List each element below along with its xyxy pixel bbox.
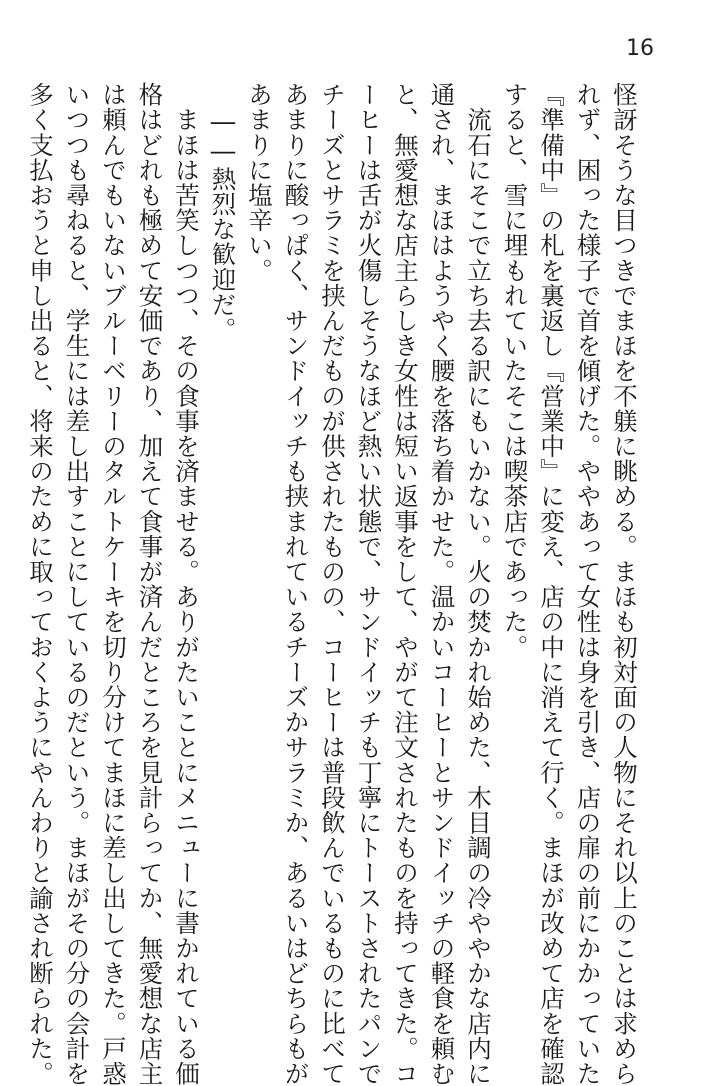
- text-line: 流石にそこで立ち去る訳にもいかない。火の焚かれ始めた、木目調の冷ややかな店内に: [464, 82, 493, 1086]
- text-line: 通され、まほはようやく腰を落ち着かせた。温かいコーヒーとサンドイッチの軽食を頼む: [427, 82, 457, 1086]
- text-line: と、無愛想な店主らしき女性は短い返事をして、やがて注文されたものを持ってきた。コ: [391, 82, 420, 1086]
- novel-text-body: [22, 82, 643, 1086]
- text-line: ーヒーは舌が火傷しそうなほど熱い状態で、サンドイッチも丁寧にトーストされたパンで: [354, 82, 384, 1086]
- text-line: あまりに塩辛い。: [245, 82, 274, 283]
- text-line: すると、雪に埋もれていたそこは喫茶店であった。: [500, 82, 530, 660]
- text-line: チーズとサラミを挟んだものが供されたものの、コーヒーは普段飲んでいるものに比べて: [318, 82, 347, 1086]
- text-line: いつつも尋ねると、学生には差し出すことにしているのだという。まほがその分の会計を: [62, 82, 92, 1086]
- text-line: 『準備中』の札を裏返し『営業中』に変え、店の中に消えて行く。まほが改めて店を確認: [537, 82, 566, 1086]
- text-line: れず、困った様子で首を傾げた。ややあって女性は身を引き、店の扉の前にかかっていた: [573, 82, 603, 1086]
- text-line: 多く支払おうと申し出ると、将来のために取っておくようにやんわりと諭され断られた。: [26, 82, 55, 1086]
- text-line: 怪訝そうな目つきでまほを不躾に眺める。まほも初対面の人物にそれ以上のことは求めら: [610, 82, 639, 1086]
- text-line: 格はどれも極めて安価であり、加えて食事が済んだところを見計らってか、無愛想な店主: [135, 82, 165, 1086]
- text-line: ――熱烈な歓迎だ。: [208, 82, 238, 342]
- text-line: は頼んでもいないブルーベリーのタルトケーキを切り分けてまほに差し出してきた。戸惑: [99, 82, 128, 1086]
- page-number: 16: [626, 36, 654, 61]
- text-line: あまりに酸っぱく、サンドイッチも挟まれているチーズかサラミか、あるいはどちらもが: [281, 82, 311, 1086]
- text-line: まほは苦笑しつつ、その食事を済ませる。ありがたいことにメニューに書かれている価: [172, 82, 201, 1086]
